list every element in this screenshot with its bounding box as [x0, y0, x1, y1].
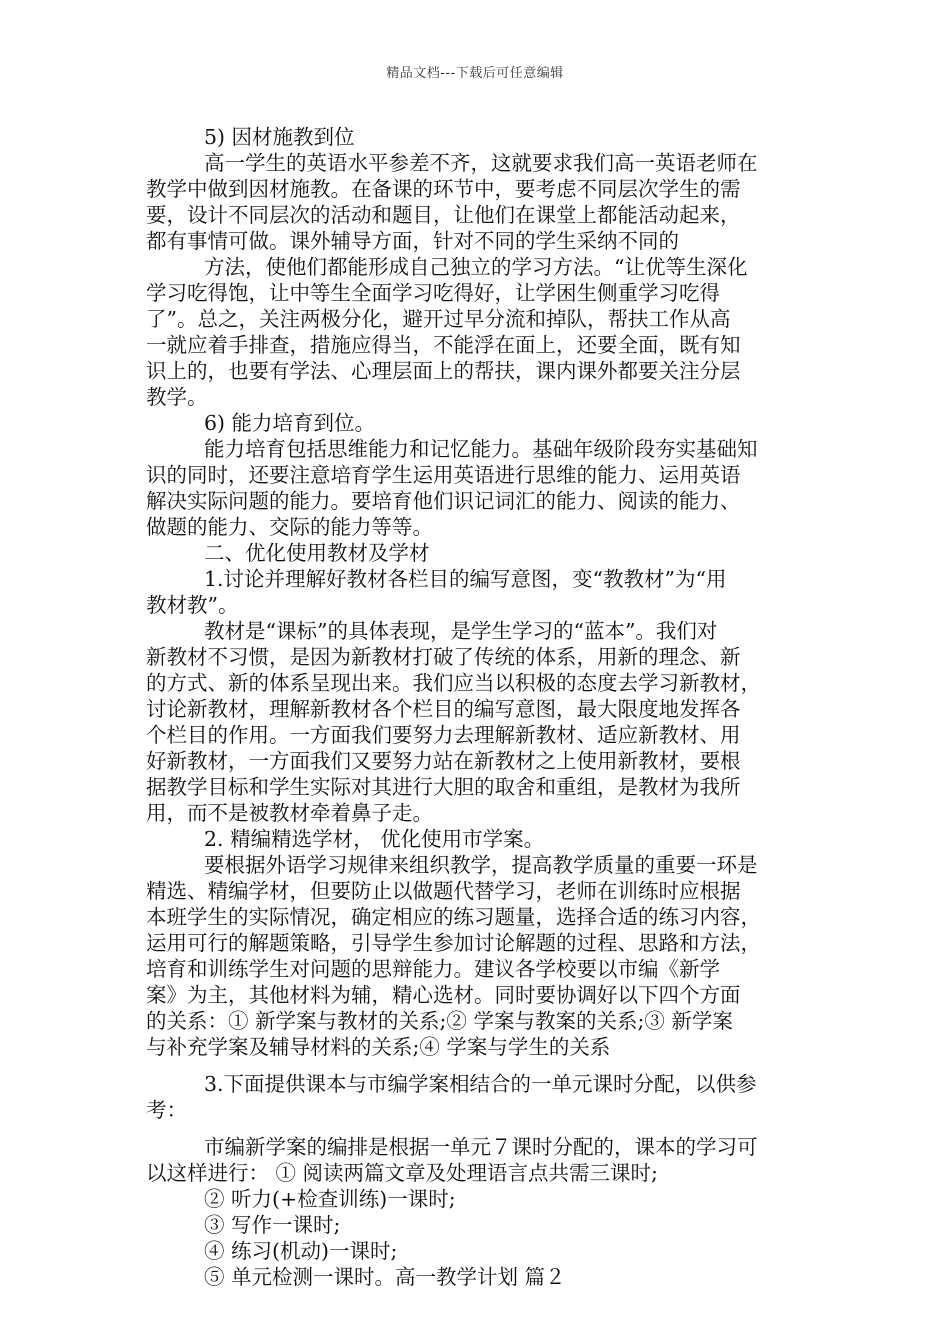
text-line: ③ 写作一课时;	[204, 1213, 341, 1237]
text-line: 教学。	[146, 385, 208, 409]
text-line: 讨论新教材，理解新教材各个栏目的编写意图，最大限度地发挥各	[146, 697, 741, 721]
text-line: 教学中做到因材施教。在备课的环节中，要考虑不同层次学生的需	[146, 177, 741, 201]
text-line: 识的同时，还要注意培育学生运用英语进行思维的能力、运用英语	[146, 463, 741, 487]
text-line: 识上的，也要有学法、心理层面上的帮扶，课内课外都要关注分层	[146, 359, 741, 383]
text-line: 的方式、新的体系呈现出来。我们应当以积极的态度去学习新教材，	[146, 671, 761, 695]
text-line: 案》为主，其他材料为辅，精心选材。同时要协调好以下四个方面	[146, 983, 741, 1007]
text-line: 能力培育包括思维能力和记忆能力。基础年级阶段夯实基础知	[204, 437, 758, 461]
text-line: 与补充学案及辅导材料的关系;④ 学案与学生的关系	[146, 1035, 611, 1059]
text-line: 学习吃得饱，让中等生全面学习吃得好，让学困生侧重学习吃得	[146, 281, 720, 305]
text-line: 方法，使他们都能形成自己独立的学习方法。“让优等生深化	[204, 255, 748, 279]
text-line: 用，而不是被教材牵着鼻子走。	[146, 801, 433, 825]
text-line: 要根据外语学习规律来组织教学，提高教学质量的重要一环是	[204, 853, 758, 877]
text-line: 了”。总之，关注两极分化，避开过早分流和掉队，帮扶工作从高	[146, 307, 731, 331]
text-line: 个栏目的作用。一方面我们要努力去理解新教材、适应新教材、用	[146, 723, 741, 747]
text-line: 以这样进行： ① 阅读两篇文章及处理语言点共需三课时;	[146, 1161, 658, 1185]
text-line: 3.下面提供课本与市编学案相结合的一单元课时分配，以供参	[204, 1072, 757, 1096]
text-line: 考：	[146, 1098, 187, 1122]
text-line: 高一学生的英语水平参差不齐，这就要求我们高一英语老师在	[204, 151, 758, 175]
text-line: 据教学目标和学生实际对其进行大胆的取舍和重组，是教材为我所	[146, 775, 741, 799]
text-line: 1.讨论并理解好教材各栏目的编写意图，变“教教材”为“用	[204, 567, 727, 591]
text-line: 5) 因材施教到位	[204, 125, 355, 149]
text-line: 要，设计不同层次的活动和题目，让他们在课堂上都能活动起来，	[146, 203, 741, 227]
text-line: ② 听力(+检查训练)一课时;	[204, 1187, 456, 1211]
text-line: 本班学生的实际情况，确定相应的练习题量，选择合适的练习内容，	[146, 905, 761, 929]
text-line: 做题的能力、交际的能力等等。	[146, 515, 433, 539]
text-line: 教材是“课标”的具体表现，是学生学习的“蓝本”。我们对	[204, 619, 718, 643]
text-line: 培育和训练学生对问题的思辩能力。建议各学校要以市编《新学	[146, 957, 720, 981]
text-line: 教材教”。	[146, 593, 239, 617]
text-line: 精选、精编学材，但要防止以做题代替学习，老师在训练时应根据	[146, 879, 741, 903]
text-line: 解决实际问题的能力。要培育他们识记词汇的能力、阅读的能力、	[146, 489, 741, 513]
text-line: 市编新学案的编排是根据一单元７课时分配的，课本的学习可	[204, 1135, 758, 1159]
page-header: 精品文档---下载后可任意编辑	[386, 66, 564, 81]
text-line: 运用可行的解题策略，引导学生参加讨论解题的过程、思路和方法，	[146, 931, 761, 955]
text-line: 都有事情可做。课外辅导方面，针对不同的学生采纳不同的	[146, 229, 679, 253]
text-line: 的关系：① 新学案与教材的关系;② 学案与教案的关系;③ 新学案	[146, 1009, 733, 1033]
text-line: 新教材不习惯，是因为新教材打破了传统的体系，用新的理念、新	[146, 645, 741, 669]
text-line: 2. 精编精选学材， 优化使用市学案。	[204, 827, 545, 851]
text-line: 好新教材，一方面我们又要努力站在新教材之上使用新教材，要根	[146, 749, 741, 773]
text-line: ⑤ 单元检测一课时。高一教学计划 篇２	[204, 1265, 566, 1289]
text-line: 一就应着手排查，措施应得当，不能浮在面上，还要全面，既有知	[146, 333, 741, 357]
text-line: 6) 能力培育到位。	[204, 411, 376, 435]
document-body	[146, 124, 816, 1290]
text-line: 二、优化使用教材及学材	[204, 541, 430, 565]
text-line: ④ 练习(机动)一课时;	[204, 1239, 398, 1263]
